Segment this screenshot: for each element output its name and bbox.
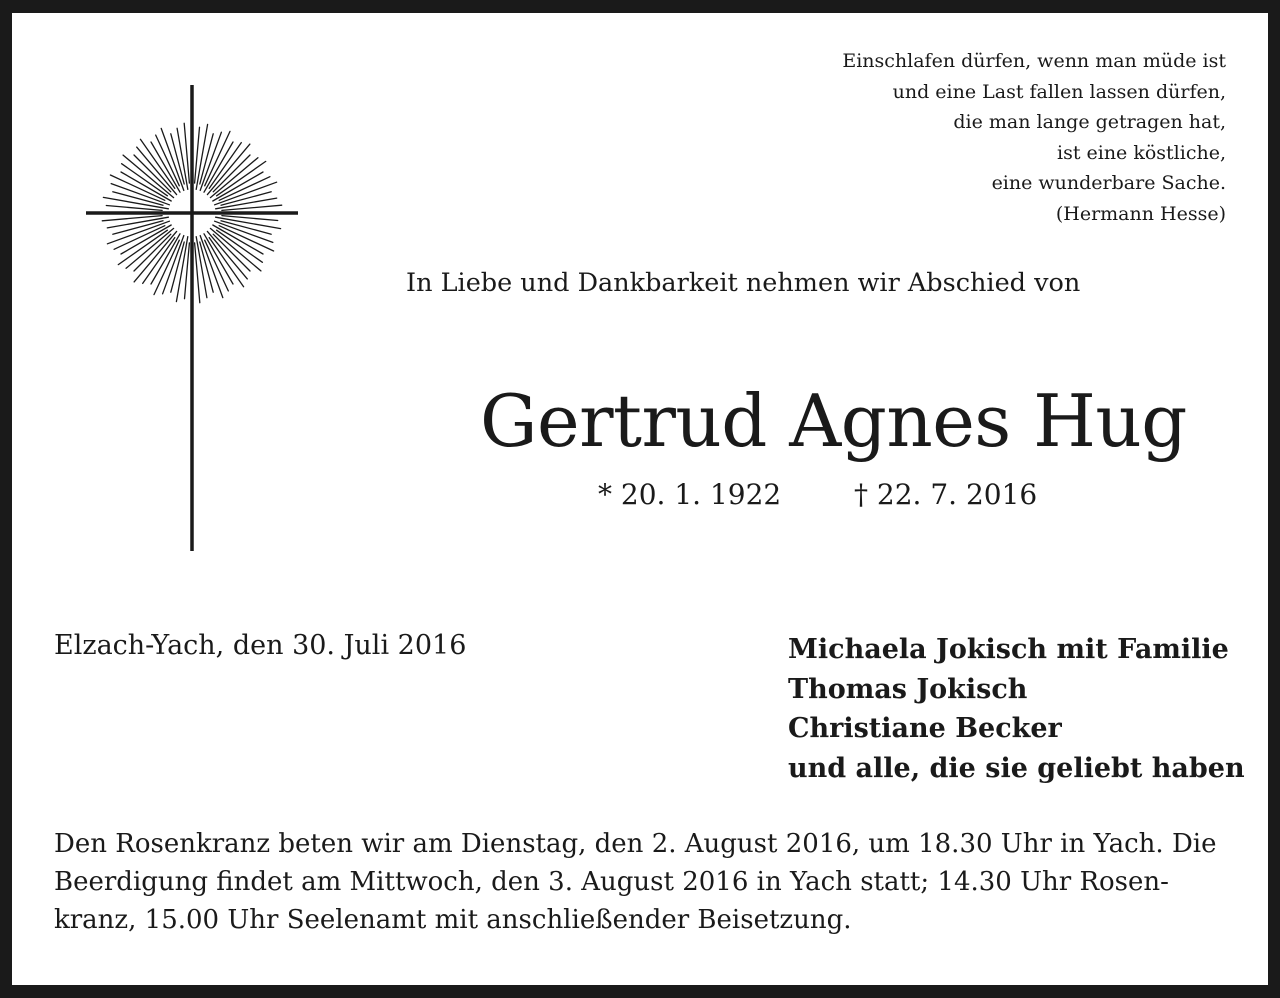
death-date: † 22. 7. 2016 bbox=[854, 478, 1038, 511]
notice-line: Beerdigung findet am Mittwoch, den 3. August 2016 in Yach statt; 14.30 Uhr Rosen- bbox=[54, 867, 1169, 897]
mourner: Christiane Becker bbox=[788, 713, 1062, 744]
mourner: und alle, die sie geliebt haben bbox=[788, 752, 1245, 784]
mourners-list bbox=[788, 630, 1245, 788]
halo-ray bbox=[196, 237, 207, 298]
deceased-name: Gertrud Agnes Hug bbox=[480, 379, 1187, 463]
farewell-intro: In Liebe und Dankbarkeit nehmen wir Abschied von bbox=[406, 268, 1081, 298]
funeral-notice bbox=[54, 825, 1226, 939]
halo-ray bbox=[216, 198, 277, 209]
mourner: Michaela Jokisch mit Familie bbox=[788, 634, 1229, 665]
halo-ray bbox=[196, 124, 207, 189]
halo-ray bbox=[213, 234, 250, 271]
quote-line: und eine Last fallen lassen dürfen, bbox=[892, 80, 1226, 103]
halo-ray bbox=[177, 128, 188, 189]
halo-ray bbox=[213, 155, 250, 192]
quote-line: ist eine köstliche, bbox=[1057, 141, 1226, 164]
quote-author: (Hermann Hesse) bbox=[1055, 202, 1226, 225]
notice-line: kranz, 15.00 Uhr Seelenamt mit anschließender Beisetzung. bbox=[54, 905, 852, 935]
halo-ray bbox=[134, 155, 171, 192]
place-and-date: Elzach-Yach, den 30. Juli 2016 bbox=[54, 630, 467, 661]
quote-line: die man lange getragen hat, bbox=[953, 111, 1226, 133]
mourner: Thomas Jokisch bbox=[788, 673, 1028, 705]
radiant-cross-icon bbox=[84, 85, 300, 553]
halo-ray bbox=[107, 217, 168, 228]
birth-date: * 20. 1. 1922 bbox=[598, 478, 782, 511]
halo-ray bbox=[103, 197, 168, 208]
hesse-quote bbox=[842, 46, 1226, 229]
quote-line: Einschlafen dürfen, wenn man müde ist bbox=[842, 50, 1226, 72]
halo-ray bbox=[134, 234, 171, 271]
notice-line: Den Rosenkranz beten wir am Dienstag, den 2. August 2016, um 18.30 Uhr in Yach. Die bbox=[54, 829, 1217, 859]
halo-ray bbox=[216, 217, 281, 228]
halo-ray bbox=[176, 237, 187, 302]
obituary-card bbox=[12, 13, 1268, 985]
quote-line: eine wunderbare Sache. bbox=[991, 172, 1226, 194]
